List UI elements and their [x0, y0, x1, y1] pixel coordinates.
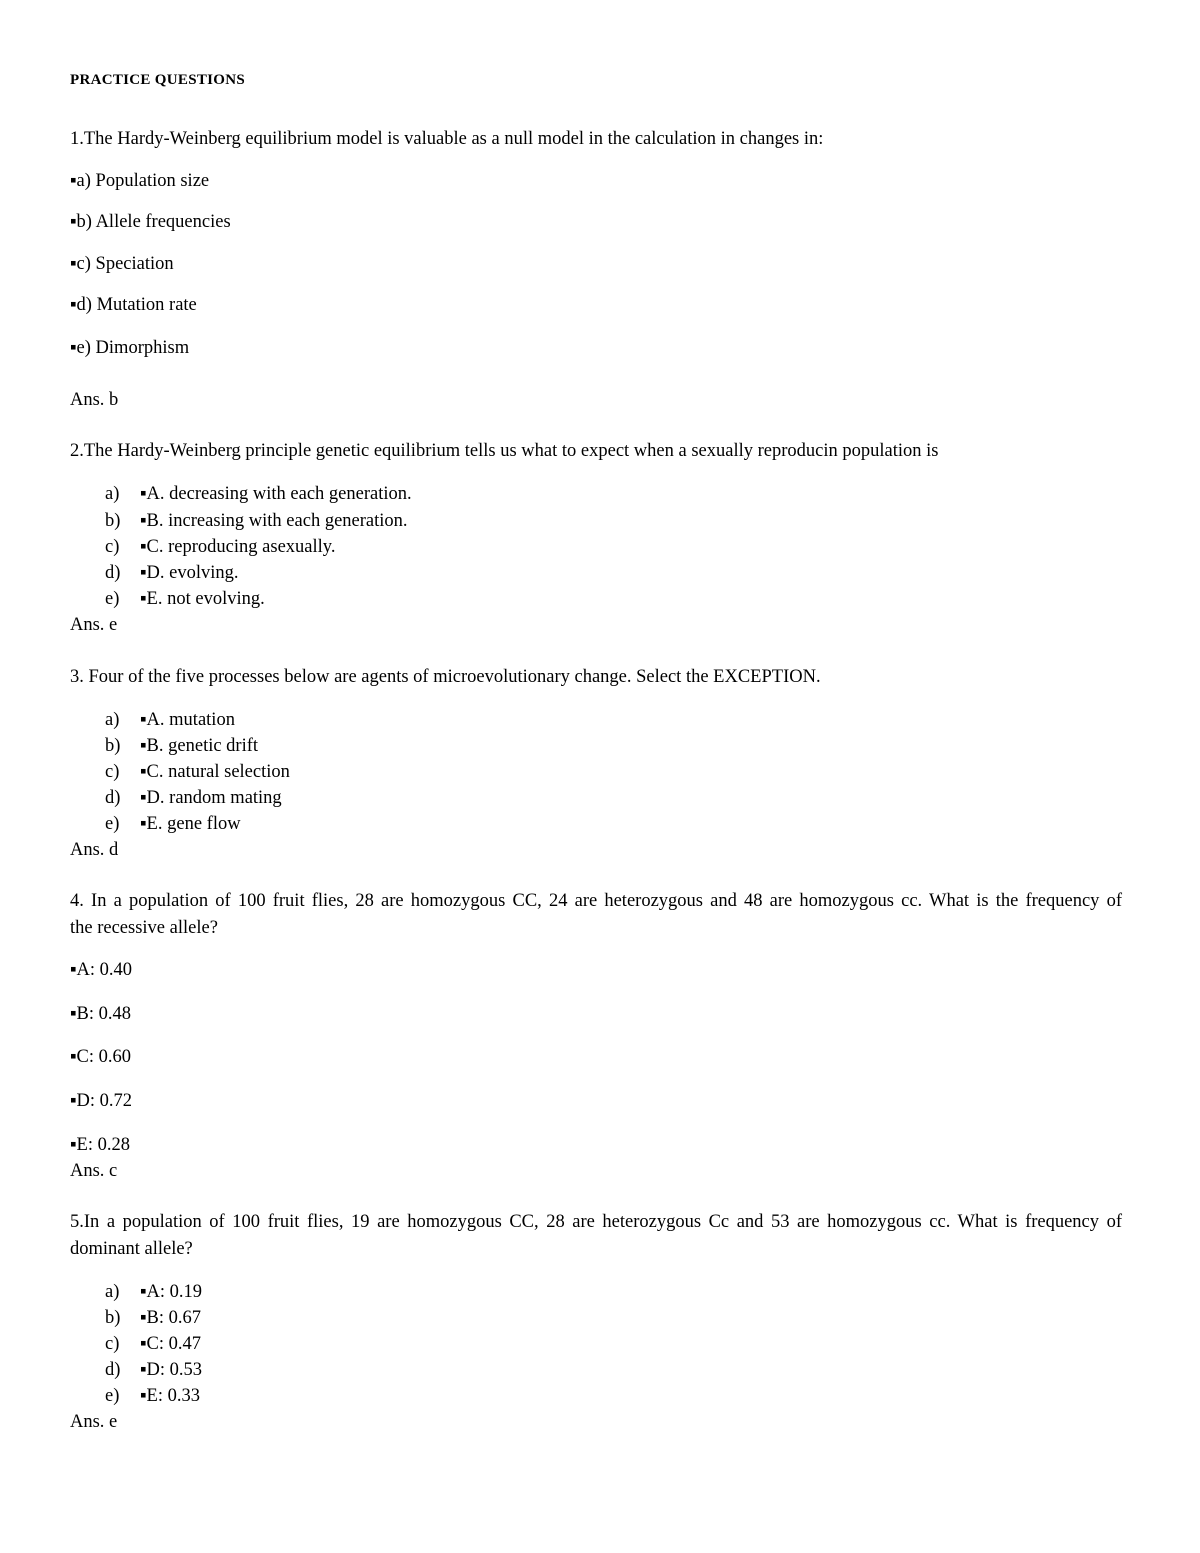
- q5-option-d: ▪D: 0.53: [140, 1360, 203, 1380]
- q2-label-e: e): [105, 589, 120, 609]
- q1-option-d: ▪d) Mutation rate: [70, 295, 197, 315]
- q4-option-c: ▪C: 0.60: [70, 1047, 132, 1067]
- q1-option-b: ▪b) Allele frequencies: [70, 212, 231, 232]
- q4-option-d: ▪D: 0.72: [70, 1091, 133, 1111]
- page-title: PRACTICE QUESTIONS: [70, 72, 246, 88]
- q2-option-d: ▪D. evolving.: [140, 563, 239, 583]
- q1-option-c: ▪c) Speciation: [70, 254, 174, 274]
- q3-option-a: ▪A. mutation: [140, 710, 235, 730]
- q5-label-b: b): [105, 1308, 121, 1328]
- q3-option-b: ▪B. genetic drift: [140, 736, 259, 756]
- q2-label-b: b): [105, 511, 121, 531]
- q4-answer: Ans. c: [70, 1161, 118, 1181]
- q3-label-e: e): [105, 814, 120, 834]
- q2-label-a: a): [105, 484, 120, 504]
- q4-option-a: ▪A: 0.40: [70, 960, 133, 980]
- q3-label-c: c): [105, 762, 120, 782]
- q5-label-c: c): [105, 1334, 120, 1354]
- q3-answer: Ans. d: [70, 840, 119, 860]
- question-3-text: 3. Four of the five processes below are agents of microevolutionary change. Select the EXCEPTION.: [70, 667, 821, 687]
- q2-option-c: ▪C. reproducing asexually.: [140, 537, 336, 557]
- q2-option-a: ▪A. decreasing with each generation.: [140, 484, 412, 504]
- question-1-text: 1.The Hardy-Weinberg equilibrium model is valuable as a null model in the calculation in changes in:: [70, 129, 824, 149]
- q3-label-b: b): [105, 736, 121, 756]
- q4-option-b: ▪B: 0.48: [70, 1004, 132, 1024]
- q1-answer: Ans. b: [70, 390, 119, 410]
- question-2-text: 2.The Hardy-Weinberg principle genetic equilibrium tells us what to expect when a sexually reproducin population is: [70, 441, 939, 461]
- q4-option-e: ▪E: 0.28: [70, 1135, 130, 1155]
- question-4-text-line-1: 4. In a population of 100 fruit flies, 28 are homozygous CC, 24 are heterozygous and 48 are homozygous cc. What is the frequency of: [70, 891, 1122, 911]
- q2-option-e: ▪E. not evolving.: [140, 589, 265, 609]
- q2-label-c: c): [105, 537, 120, 557]
- q5-label-e: e): [105, 1386, 120, 1406]
- q5-option-a: ▪A: 0.19: [140, 1282, 203, 1302]
- q1-option-a: ▪a) Population size: [70, 171, 210, 191]
- q5-option-e: ▪E: 0.33: [140, 1386, 200, 1406]
- q5-label-a: a): [105, 1282, 120, 1302]
- q3-option-e: ▪E. gene flow: [140, 814, 241, 834]
- q3-label-d: d): [105, 788, 121, 808]
- q2-option-b: ▪B. increasing with each generation.: [140, 511, 408, 531]
- question-5-text-line-2: dominant allele?: [70, 1239, 193, 1259]
- q5-answer: Ans. e: [70, 1412, 118, 1432]
- q3-option-d: ▪D. random mating: [140, 788, 282, 808]
- q2-label-d: d): [105, 563, 121, 583]
- q1-option-e: ▪e) Dimorphism: [70, 338, 190, 358]
- q2-answer: Ans. e: [70, 615, 118, 635]
- q5-option-c: ▪C: 0.47: [140, 1334, 202, 1354]
- q3-label-a: a): [105, 710, 120, 730]
- q3-option-c: ▪C. natural selection: [140, 762, 290, 782]
- question-4-text-line-2: the recessive allele?: [70, 918, 218, 938]
- q5-label-d: d): [105, 1360, 121, 1380]
- q5-option-b: ▪B: 0.67: [140, 1308, 202, 1328]
- question-5-text-line-1: 5.In a population of 100 fruit flies, 19 are homozygous CC, 28 are heterozygous Cc and 53 are homozygous cc. What is frequency of: [70, 1212, 1122, 1232]
